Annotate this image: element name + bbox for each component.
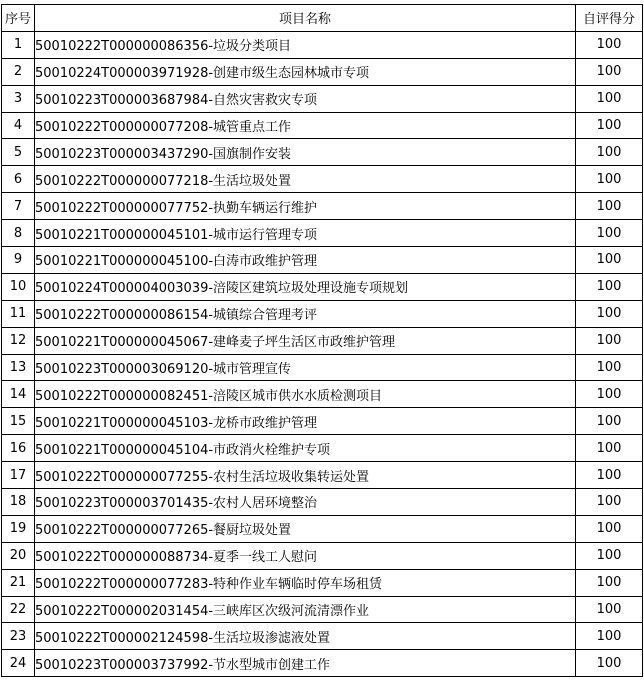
table-row [2, 247, 643, 274]
row-seq-cell: 23 [2, 623, 35, 650]
row-score-cell: 100 [576, 193, 643, 220]
table-row [2, 139, 643, 166]
row-project-name-cell: 50010221T000000045067-建峰麦子坪生活区市政维护管理 [35, 327, 576, 354]
header-project-name: 项目名称 [35, 5, 576, 32]
table-row [2, 408, 643, 435]
row-project-name-cell: 50010223T000003737992-节水型城市创建工作 [35, 650, 576, 677]
table-row [2, 300, 643, 327]
row-seq-cell: 5 [2, 139, 35, 166]
table-row [2, 354, 643, 381]
row-project-name-cell: 50010222T000000077218-生活垃圾处置 [35, 166, 576, 193]
row-project-name-cell: 50010223T000003069120-城市管理宣传 [35, 354, 576, 381]
table-row [2, 193, 643, 220]
row-seq-cell: 13 [2, 354, 35, 381]
table-row [2, 31, 643, 58]
row-project-name-cell: 50010223T000003701435-农村人居环境整治 [35, 489, 576, 516]
row-seq-cell: 7 [2, 193, 35, 220]
row-project-name-cell: 50010222T000002124598-生活垃圾渗滤液处置 [35, 623, 576, 650]
table-row [2, 650, 643, 677]
project-score-table [1, 4, 643, 677]
row-score-cell: 100 [576, 381, 643, 408]
row-project-name-cell: 50010222T000000077265-餐厨垃圾处置 [35, 515, 576, 542]
table-row [2, 435, 643, 462]
table-body [2, 31, 643, 676]
row-seq-cell: 19 [2, 515, 35, 542]
table-row [2, 623, 643, 650]
table-row [2, 515, 643, 542]
row-seq-cell: 17 [2, 462, 35, 489]
row-seq-cell: 21 [2, 569, 35, 596]
row-project-name-cell: 50010222T000000077752-执勤车辆运行维护 [35, 193, 576, 220]
row-score-cell: 100 [576, 515, 643, 542]
row-project-name-cell: 50010222T000000077255-农村生活垃圾收集转运处置 [35, 462, 576, 489]
row-score-cell: 100 [576, 542, 643, 569]
row-seq-cell: 6 [2, 166, 35, 193]
row-project-name-cell: 50010222T000000088734-夏季一线工人慰问 [35, 542, 576, 569]
row-score-cell: 100 [576, 166, 643, 193]
row-seq-cell: 15 [2, 408, 35, 435]
table-row [2, 462, 643, 489]
table-row [2, 112, 643, 139]
row-project-name-cell: 50010222T000000086154-城镇综合管理考评 [35, 300, 576, 327]
table-row [2, 273, 643, 300]
row-project-name-cell: 50010221T000000045100-白涛市政维护管理 [35, 247, 576, 274]
row-score-cell: 100 [576, 31, 643, 58]
row-score-cell: 100 [576, 220, 643, 247]
row-project-name-cell: 50010223T000003687984-自然灾害救灾专项 [35, 85, 576, 112]
row-project-name-cell: 50010222T000000082451-涪陵区城市供水水质检测项目 [35, 381, 576, 408]
row-score-cell: 100 [576, 489, 643, 516]
row-seq-cell: 4 [2, 112, 35, 139]
row-project-name-cell: 50010223T000003437290-国旗制作安装 [35, 139, 576, 166]
table-row [2, 58, 643, 85]
row-score-cell: 100 [576, 596, 643, 623]
row-seq-cell: 18 [2, 489, 35, 516]
table-row [2, 569, 643, 596]
row-score-cell: 100 [576, 112, 643, 139]
row-seq-cell: 16 [2, 435, 35, 462]
table-row [2, 85, 643, 112]
row-project-name-cell: 50010221T000000045101-城市运行管理专项 [35, 220, 576, 247]
row-seq-cell: 3 [2, 85, 35, 112]
header-seq: 序号 [2, 5, 35, 32]
table-row [2, 327, 643, 354]
row-project-name-cell: 50010222T000000077283-特种作业车辆临时停车场租赁 [35, 569, 576, 596]
row-score-cell: 100 [576, 462, 643, 489]
row-project-name-cell: 50010224T000003971928-创建市级生态园林城市专项 [35, 58, 576, 85]
table-row [2, 542, 643, 569]
row-score-cell: 100 [576, 85, 643, 112]
table-row [2, 596, 643, 623]
row-project-name-cell: 50010221T000000045104-市政消火栓维护专项 [35, 435, 576, 462]
table-header-row [2, 5, 643, 32]
row-seq-cell: 12 [2, 327, 35, 354]
row-score-cell: 100 [576, 623, 643, 650]
row-seq-cell: 10 [2, 273, 35, 300]
row-seq-cell: 9 [2, 247, 35, 274]
table-row [2, 166, 643, 193]
row-score-cell: 100 [576, 408, 643, 435]
row-project-name-cell: 50010222T000000077208-城管重点工作 [35, 112, 576, 139]
header-self-score: 自评得分 [576, 5, 643, 32]
row-seq-cell: 22 [2, 596, 35, 623]
row-project-name-cell: 50010221T000000045103-龙桥市政维护管理 [35, 408, 576, 435]
table-row [2, 489, 643, 516]
row-score-cell: 100 [576, 354, 643, 381]
row-seq-cell: 8 [2, 220, 35, 247]
row-score-cell: 100 [576, 650, 643, 677]
row-score-cell: 100 [576, 247, 643, 274]
row-score-cell: 100 [576, 58, 643, 85]
row-project-name-cell: 50010222T000002031454-三峡库区次级河流清漂作业 [35, 596, 576, 623]
row-score-cell: 100 [576, 435, 643, 462]
row-seq-cell: 14 [2, 381, 35, 408]
row-score-cell: 100 [576, 139, 643, 166]
row-score-cell: 100 [576, 569, 643, 596]
row-seq-cell: 1 [2, 31, 35, 58]
row-score-cell: 100 [576, 300, 643, 327]
row-seq-cell: 24 [2, 650, 35, 677]
row-project-name-cell: 50010222T000000086356-垃圾分类项目 [35, 31, 576, 58]
table-row [2, 381, 643, 408]
row-seq-cell: 11 [2, 300, 35, 327]
row-seq-cell: 20 [2, 542, 35, 569]
row-seq-cell: 2 [2, 58, 35, 85]
row-score-cell: 100 [576, 327, 643, 354]
table-row [2, 220, 643, 247]
row-score-cell: 100 [576, 273, 643, 300]
row-project-name-cell: 50010224T000004003039-涪陵区建筑垃圾处理设施专项规划 [35, 273, 576, 300]
